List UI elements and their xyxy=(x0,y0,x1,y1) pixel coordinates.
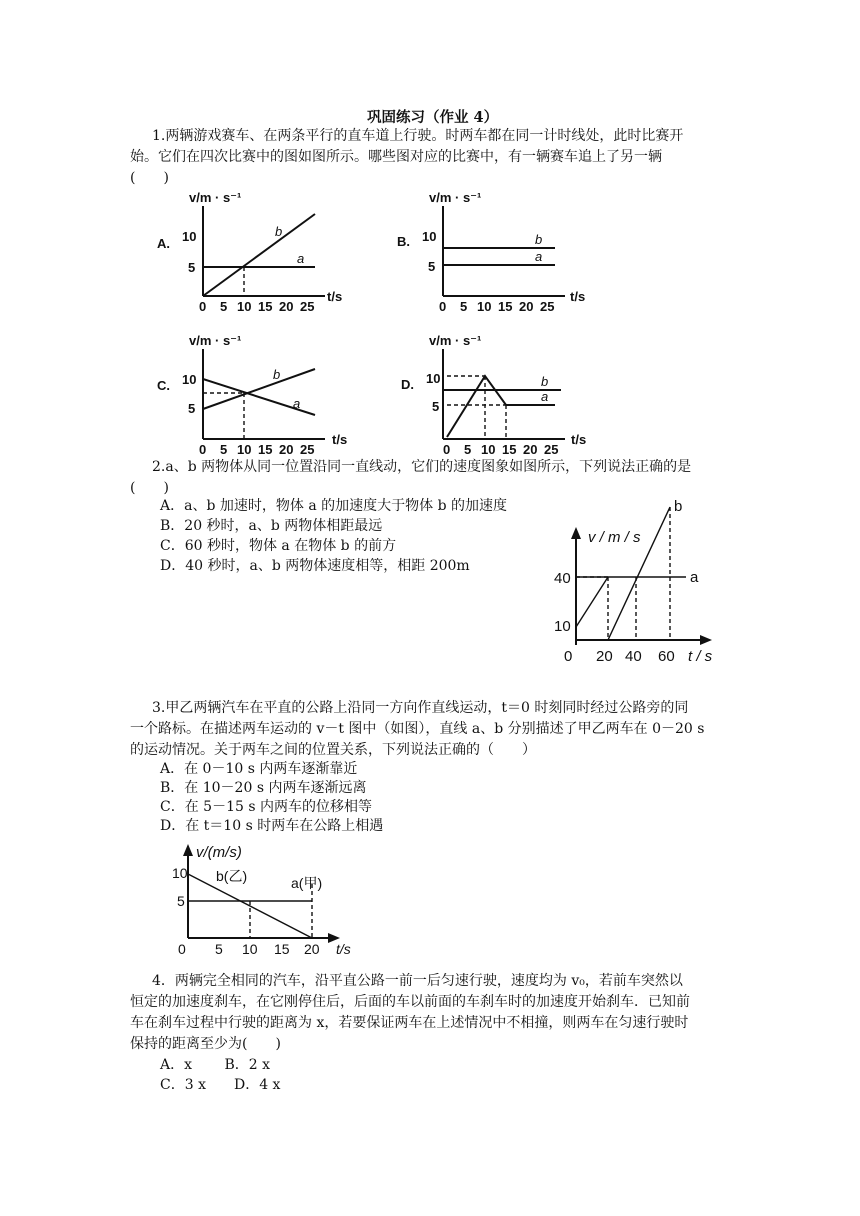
q3-option-a: A．在 0－10 s 内两车逐渐靠近 xyxy=(160,761,358,777)
q3-x-tick: 20 xyxy=(304,941,320,957)
q2-y-label: v / m / s xyxy=(588,529,641,546)
x-tick: 20 xyxy=(279,299,294,314)
q3-y-label: v/(m/s) xyxy=(196,844,242,861)
q3-graph xyxy=(170,838,390,958)
q4-line-3: 车在刹车过程中行驶的距离为 x，若要保证两车在上述情况中不相撞，则两车在匀速行驶时 xyxy=(130,1015,689,1031)
graph-x-label: t/s xyxy=(332,432,348,447)
x-tick: 15 xyxy=(258,299,273,314)
q3-x-tick: 5 xyxy=(215,941,223,957)
y-tick: 5 xyxy=(432,399,440,414)
graph-y-label: v/m · s⁻¹ xyxy=(429,333,482,348)
x-tick: 10 xyxy=(477,299,492,314)
x-tick: 0 xyxy=(199,299,207,314)
q2-option-d: D．40 秒时，a、b 两物体速度相等，相距 200m xyxy=(160,558,470,574)
x-tick: 20 xyxy=(279,442,294,457)
series-b-label: b xyxy=(273,367,281,382)
series-a-label: a xyxy=(293,396,301,411)
y-tick: 10 xyxy=(182,372,197,387)
y-tick: 10 xyxy=(426,371,441,386)
q2-y-tick-10: 10 xyxy=(554,618,571,635)
x-tick: 25 xyxy=(544,442,559,457)
series-a-label: a xyxy=(535,249,543,264)
x-tick: 5 xyxy=(220,299,228,314)
y-tick: 5 xyxy=(428,259,436,274)
series-b-label: b xyxy=(541,374,549,389)
x-tick: 5 xyxy=(220,442,228,457)
series-b-label: b xyxy=(535,232,543,247)
q3-x-tick: 10 xyxy=(242,941,258,957)
q2-series-b-label: b xyxy=(674,498,683,515)
q4-options-row-2: C．3 x D．4 x xyxy=(160,1077,281,1093)
x-tick: 20 xyxy=(519,299,534,314)
q3-line-1: 3.甲乙两辆汽车在平直的公路上沿同一方向作直线运动，t＝0 时刻同时经过公路旁的同 xyxy=(152,700,689,716)
q1-line-3: ( ) xyxy=(130,170,169,186)
q3-line-3: 的运动情况。关于两车之间的位置关系，下列说法正确的（ ） xyxy=(130,742,536,758)
series-a-label: a xyxy=(297,251,305,266)
q3-y-tick-5: 5 xyxy=(177,893,185,909)
x-tick: 10 xyxy=(481,442,496,457)
x-tick: 15 xyxy=(498,299,513,314)
q1-graph-c xyxy=(155,333,355,463)
x-tick: 5 xyxy=(464,442,472,457)
graph-x-label: t/s xyxy=(327,289,343,304)
x-tick: 0 xyxy=(199,442,207,457)
q2-x-label: t / s xyxy=(688,648,713,665)
q4-options-row-1: A．x B．2 x xyxy=(160,1057,270,1073)
x-tick: 0 xyxy=(443,442,451,457)
q2-x-tick: 20 xyxy=(596,648,613,665)
y-tick: 5 xyxy=(188,401,196,416)
q2-graph xyxy=(550,495,730,675)
q2-option-a: A．a、b 加速时，物体 a 的加速度大于物体 b 的加速度 xyxy=(160,498,507,514)
q3-series-a-label: a(甲) xyxy=(291,875,323,891)
q2-x-tick: 60 xyxy=(658,648,675,665)
q4-line-1: 4．两辆完全相同的汽车，沿平直公路一前一后匀速行驶，速度均为 v₀，若前车突然以 xyxy=(152,973,683,989)
series-a-label: a xyxy=(541,389,549,404)
x-tick: 20 xyxy=(523,442,538,457)
x-tick: 15 xyxy=(258,442,273,457)
y-tick: 10 xyxy=(422,229,437,244)
q3-line-2: 一个路标。在描述两车运动的 v－t 图中（如图），直线 a、b 分别描述了甲乙两车在 0－20 s xyxy=(130,721,705,737)
q3-option-d: D．在 t＝10 s 时两车在公路上相遇 xyxy=(160,818,384,834)
q1-line-2: 始。它们在四次比赛中的图如图所示。哪些图对应的比赛中，有一辆赛车追上了另一辆 xyxy=(130,149,662,165)
q2-y-tick-40: 40 xyxy=(554,570,571,587)
q1-line-1: 1.两辆游戏赛车、在两条平行的直车道上行驶。时两车都在同一计时线处，此时比赛开 xyxy=(152,128,684,144)
q4-line-4: 保持的距离至少为( ) xyxy=(130,1036,281,1052)
x-tick: 15 xyxy=(502,442,517,457)
graph-x-label: t/s xyxy=(571,432,587,447)
series-b-label: b xyxy=(275,224,283,239)
q2-option-b: B．20 秒时，a、b 两物体相距最远 xyxy=(160,518,383,534)
x-tick: 25 xyxy=(300,299,315,314)
x-tick: 5 xyxy=(460,299,468,314)
x-tick: 10 xyxy=(237,299,252,314)
q1-graph-d xyxy=(395,333,595,463)
q4-line-2: 恒定的加速度刹车，在它刚停住后，后面的车以前面的车刹车时的加速度开始刹车．已知前 xyxy=(130,994,690,1010)
x-tick: 25 xyxy=(540,299,555,314)
q2-line-2: ( ) xyxy=(130,480,169,496)
q3-x-tick: 15 xyxy=(274,941,290,957)
y-tick: 5 xyxy=(188,260,196,275)
y-tick: 10 xyxy=(182,229,197,244)
q2-option-c: C．60 秒时，物体 a 在物体 b 的前方 xyxy=(160,538,397,554)
q3-y-tick-10: 10 xyxy=(172,865,188,881)
q2-series-a-label: a xyxy=(690,569,699,586)
x-tick: 25 xyxy=(300,442,315,457)
q1-graph-b xyxy=(395,190,595,320)
panel-label: C. xyxy=(157,378,170,393)
q3-series-b-label: b(乙) xyxy=(216,868,248,884)
graph-y-label: v/m · s⁻¹ xyxy=(189,190,242,205)
q1-graph-a xyxy=(155,190,355,320)
panel-label: D. xyxy=(401,377,414,392)
x-tick: 10 xyxy=(237,442,252,457)
q2-x-tick: 0 xyxy=(564,648,573,665)
graph-x-label: t/s xyxy=(570,289,586,304)
q3-x-tick: 0 xyxy=(178,941,186,957)
q2-x-tick: 40 xyxy=(625,648,642,665)
q2-line-1: 2.a、b 两物体从同一位置沿同一直线动，它们的速度图象如图所示，下列说法正确的是 xyxy=(152,459,692,475)
q3-option-c: C．在 5－15 s 内两车的位移相等 xyxy=(160,799,372,815)
graph-y-label: v/m · s⁻¹ xyxy=(429,190,482,205)
panel-label: A. xyxy=(157,236,170,251)
q3-option-b: B．在 10－20 s 内两车逐渐远离 xyxy=(160,780,367,796)
graph-y-label: v/m · s⁻¹ xyxy=(189,333,242,348)
q3-x-label: t/s xyxy=(336,941,351,957)
page-title: 巩固练习（作业 4） xyxy=(367,109,499,126)
panel-label: B. xyxy=(397,234,410,249)
x-tick: 0 xyxy=(439,299,447,314)
